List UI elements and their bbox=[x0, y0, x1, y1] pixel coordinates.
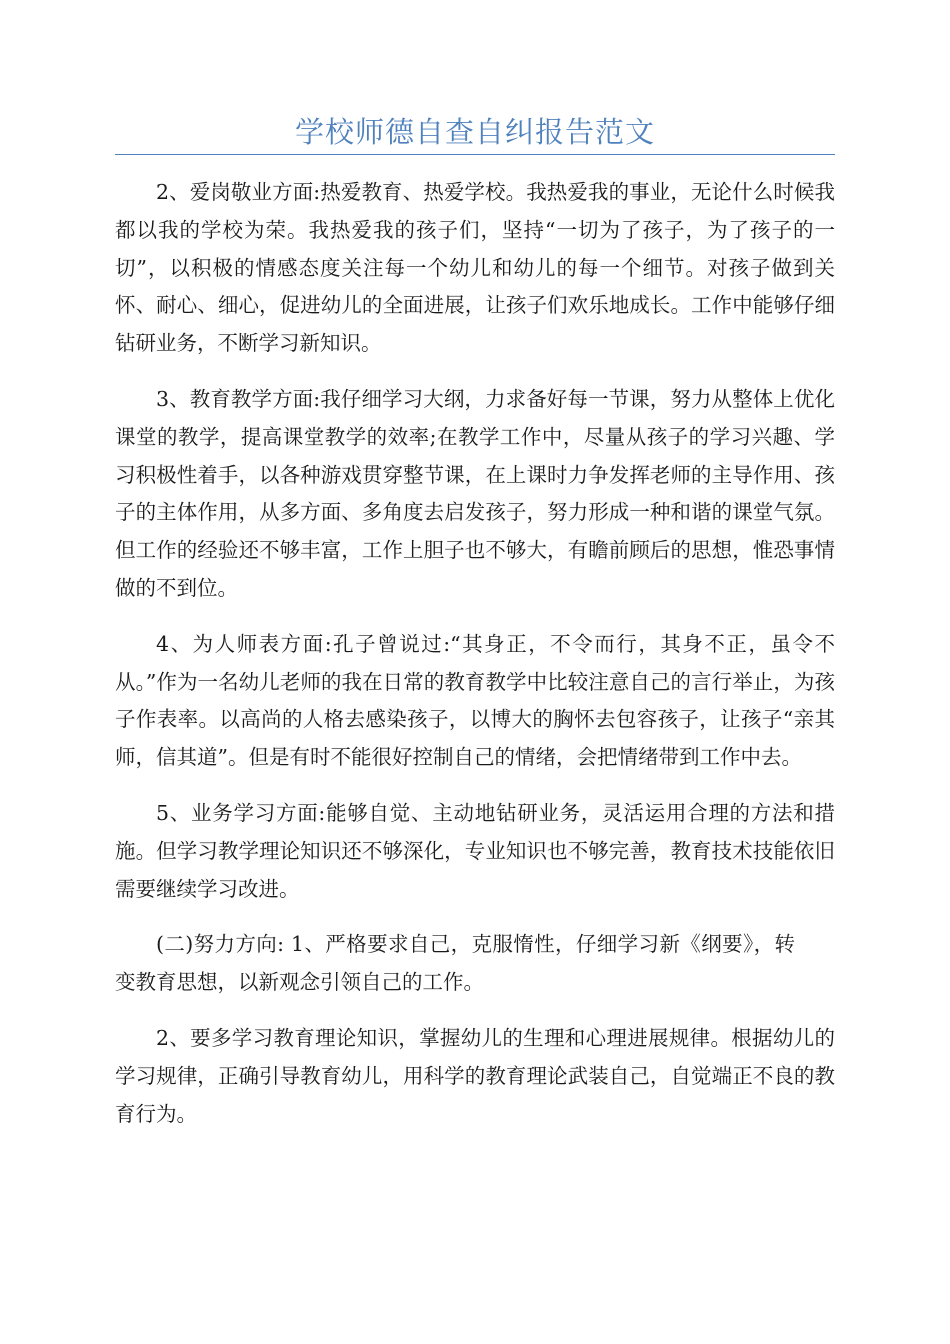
paragraph-love-of-work: 2、爱岗敬业方面:热爱教育、热爱学校。我热爱我的事业，无论什么时候我都以我的学校为荣。我热爱我的孩子们，坚持“一切为了孩子，为了孩子的一切”，以积极的情感态度关注每一个幼儿和幼儿的每一个细节。对孩子做到关怀、耐心、细心，促进幼儿的全面进展，让孩子们欢乐地成长。工作中能够仔细钻研业务，不断学习新知识。 bbox=[115, 180, 835, 356]
title-underline bbox=[115, 154, 835, 155]
paragraph-role-model: 4、为人师表方面:孔子曾说过:“其身正，不令而行，其身不正，虽令不从。”作为一名幼儿老师的我在日常的教育教学中比较注意自己的言行举止，为孩子作表率。以高尚的人格去感染孩子，以博大的胸怀去包容孩子，让孩子“亲其师，信其道”。但是有时不能很好控制自己的情绪，会把情绪带到工作中去。 bbox=[115, 631, 835, 770]
paragraph-improvement-direction: (二)努力方向: 1、严格要求自己，克服惰性，仔细学习新《纲要》，转变教育思想，以新观念引领自己的工作。 bbox=[115, 932, 795, 995]
paragraph-teaching: 3、教育教学方面:我仔细学习大纲，力求备好每一节课，努力从整体上优化课堂的教学，提高课堂教学的效率;在教学工作中，尽量从孩子的学习兴趣、学习积极性着手，以各种游戏贯穿整节课，在上课时力争发挥老师的主导作用、孩子的主体作用，从多方面、多角度去启发孩子，努力形成一种和谐的课堂气氛。但工作的经验还不够丰富，工作上胆子也不够大，有瞻前顾后的思想，惟恐事情做的不到位。 bbox=[115, 386, 835, 600]
document-body bbox=[115, 174, 835, 1151]
paragraph-professional-study: 5、业务学习方面:能够自觉、主动地钻研业务，灵活运用合理的方法和措施。但学习教学理论知识还不够深化，专业知识也不够完善，教育技术技能依旧需要继续学习改进。 bbox=[115, 800, 835, 901]
document-title: 学校师德自查自纠报告范文 bbox=[294, 115, 655, 149]
paragraph-study-theory: 2、要多学习教育理论知识，掌握幼儿的生理和心理进展规律。根据幼儿的学习规律，正确引导教育幼儿，用科学的教育理论武装自己，自觉端正不良的教育行为。 bbox=[115, 1025, 835, 1126]
